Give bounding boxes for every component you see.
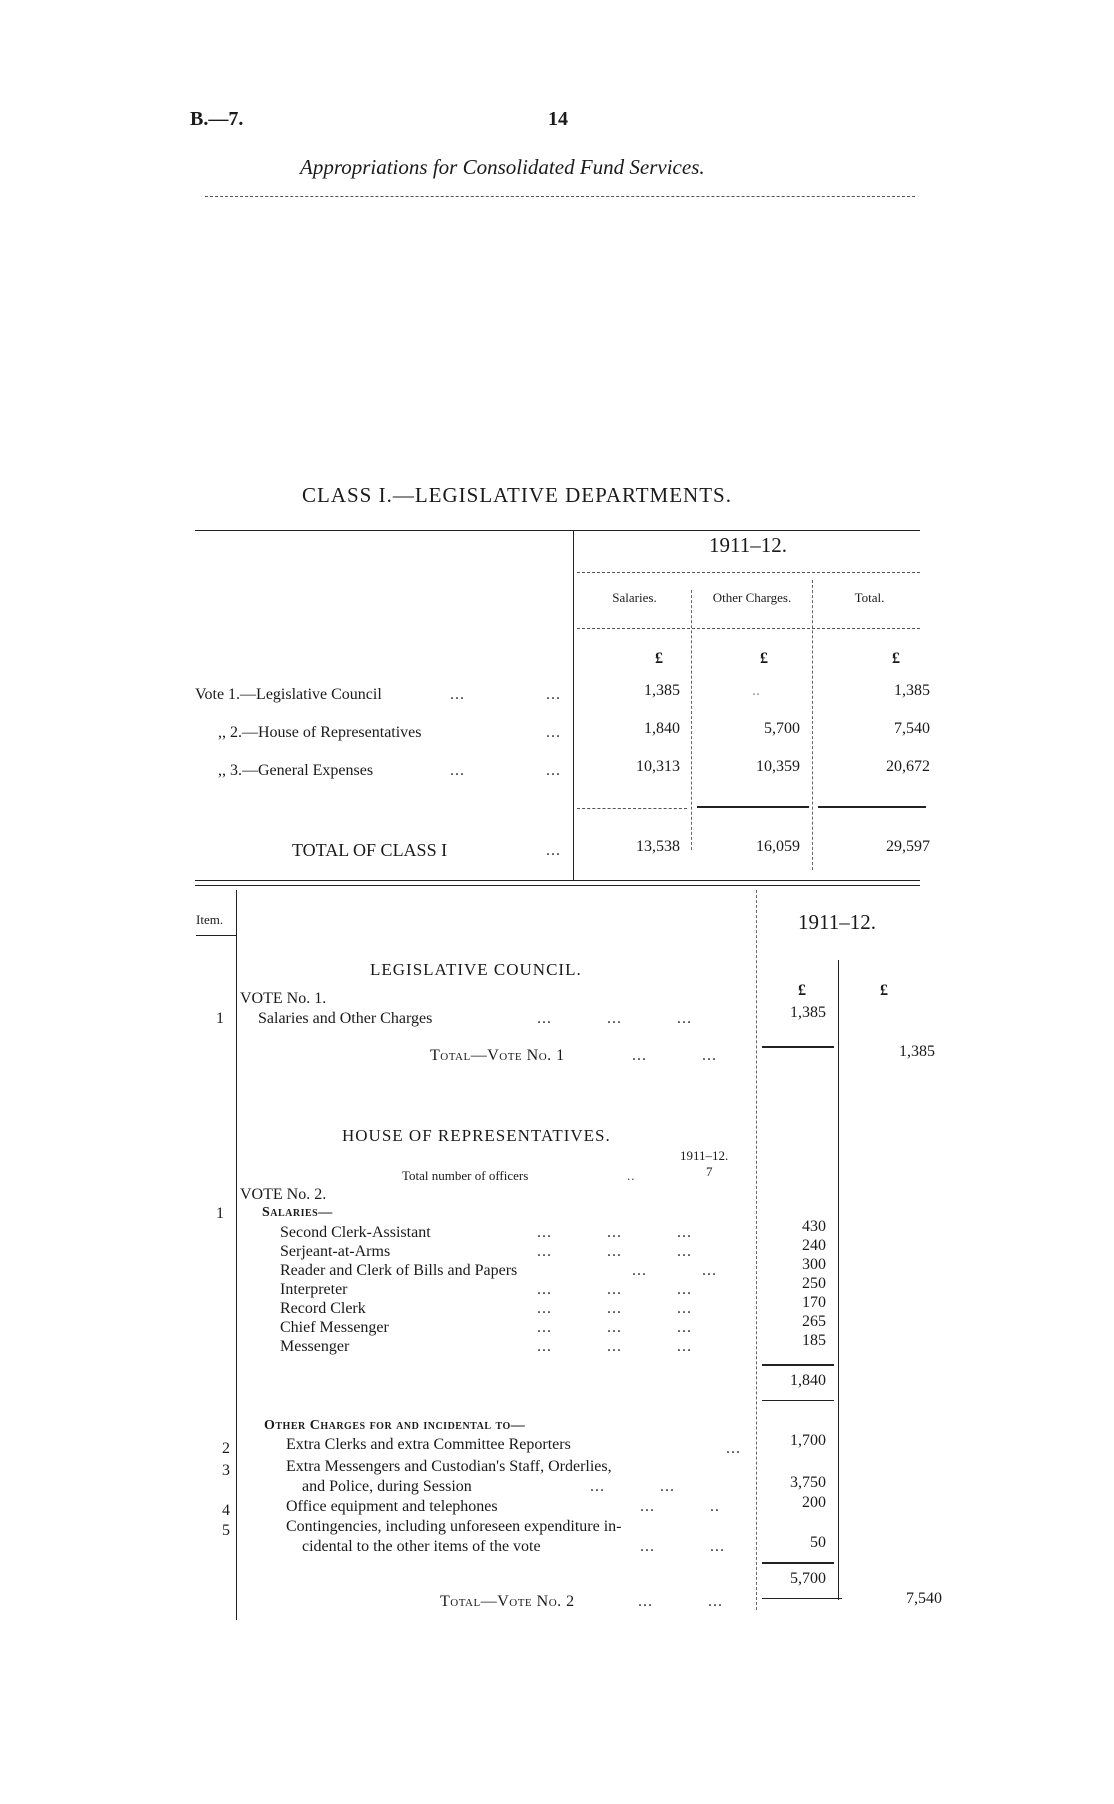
total-dots: ... ... xyxy=(632,1047,717,1064)
summary-subtotal-rule-1 xyxy=(577,808,687,809)
other-subtotal: 5,700 xyxy=(790,1570,826,1587)
item-amount: 1,385 xyxy=(790,1004,826,1021)
charge-item-number: 3 xyxy=(222,1462,230,1479)
currency-total: £ xyxy=(892,650,900,667)
total-label: Total—Vote No. 2 xyxy=(440,1593,575,1610)
total-dots: ... xyxy=(546,842,561,859)
salary-dots: ... ... ... xyxy=(537,1281,692,1298)
amount-column-right-divider xyxy=(838,960,839,1600)
total-salaries: 13,538 xyxy=(636,838,680,855)
amount-column-left-divider xyxy=(756,890,757,1610)
officers-year: 1911–12. xyxy=(680,1148,729,1163)
salary-amount: 240 xyxy=(802,1237,826,1254)
charge-line: Office equipment and telephones xyxy=(286,1498,498,1515)
charge-item-number: 4 xyxy=(222,1502,230,1519)
row-other: .. xyxy=(752,682,760,699)
row-label: Vote 1.—Legislative Council xyxy=(195,686,382,703)
summary-subtotal-rule-3 xyxy=(818,806,926,808)
other-subtotal-bottom-rule xyxy=(762,1598,842,1599)
charge-dots: ... xyxy=(726,1440,741,1457)
row-salaries: 10,313 xyxy=(636,758,680,775)
item-header-rule xyxy=(196,935,236,936)
row-label: ,, 2.—House of Representatives xyxy=(218,724,422,741)
salary-amount: 185 xyxy=(802,1332,826,1349)
vote-1-label: VOTE No. 1. xyxy=(240,990,327,1007)
salary-label: Messenger xyxy=(280,1338,350,1355)
summary-title: CLASS I.—LEGISLATIVE DEPARTMENTS. xyxy=(302,483,732,507)
row-other: 5,700 xyxy=(764,720,800,737)
salaries-subtotal-bottom-rule xyxy=(762,1400,834,1401)
charge-dots: ... ... xyxy=(590,1478,675,1495)
salary-label: Second Clerk-Assistant xyxy=(280,1224,431,1241)
row-dots: ... xyxy=(546,762,561,779)
row-total: 1,385 xyxy=(894,682,930,699)
summary-col-sep-2 xyxy=(812,580,813,870)
row-dots: ... xyxy=(546,686,561,703)
page-subtitle: Appropriations for Consolidated Fund Services. xyxy=(300,155,705,179)
charge-dots: ... .. xyxy=(640,1498,720,1515)
other-charges-heading: Other Charges for and incidental to— xyxy=(264,1418,526,1433)
detail-year: 1911–12. xyxy=(798,910,876,934)
row-dots: ... xyxy=(450,762,465,779)
detail-currency-2: £ xyxy=(880,982,888,999)
other-subtotal-rule xyxy=(762,1562,834,1564)
officers-dots: .. xyxy=(627,1168,636,1183)
item-number: 1 xyxy=(216,1010,224,1027)
summary-subtotal-rule-2 xyxy=(697,806,809,808)
salary-amount: 170 xyxy=(802,1294,826,1311)
salary-dots: ... ... ... xyxy=(537,1300,692,1317)
officers-label: Total number of officers xyxy=(402,1168,529,1183)
charge-amount: 50 xyxy=(810,1534,826,1551)
total-total: 29,597 xyxy=(886,838,930,855)
summary-top-rule xyxy=(195,530,920,531)
summary-bottom-rule xyxy=(195,880,920,881)
total-dots: ... ... xyxy=(638,1593,723,1610)
officers-count: 7 xyxy=(706,1164,713,1179)
summary-year-rule xyxy=(577,572,920,573)
total-amount: 7,540 xyxy=(906,1590,942,1607)
salary-amount: 265 xyxy=(802,1313,826,1330)
summary-divider xyxy=(573,530,574,880)
vote-2-label: VOTE No. 2. xyxy=(240,1186,327,1203)
charge-item-number: 2 xyxy=(222,1440,230,1457)
row-total: 20,672 xyxy=(886,758,930,775)
item-dots: ... ... ... xyxy=(537,1010,692,1027)
column-header-total: Total. xyxy=(854,590,885,605)
summary-col-sep-1 xyxy=(691,590,692,850)
salary-label: Record Clerk xyxy=(280,1300,366,1317)
salary-amount: 250 xyxy=(802,1275,826,1292)
charge-item-number: 5 xyxy=(222,1522,230,1539)
salary-label: Reader and Clerk of Bills and Papers xyxy=(280,1262,518,1279)
charge-line: Contingencies, including unforeseen expenditure in- xyxy=(286,1518,622,1535)
salaries-heading: Salaries— xyxy=(262,1205,333,1220)
charge-line: Extra Messengers and Custodian's Staff, Orderlies, xyxy=(286,1458,612,1475)
row-dots: ... xyxy=(546,724,561,741)
salary-dots: ... ... ... xyxy=(537,1224,692,1241)
page-number: 14 xyxy=(548,108,568,130)
header-rule xyxy=(205,196,915,197)
row-total: 7,540 xyxy=(894,720,930,737)
total-label: TOTAL OF CLASS I xyxy=(292,840,448,860)
charge-dots: ... ... xyxy=(640,1538,725,1555)
total-label: Total—Vote No. 1 xyxy=(430,1047,565,1064)
salary-dots: ... ... ... xyxy=(537,1243,692,1260)
legislative-council-heading: LEGISLATIVE COUNCIL. xyxy=(370,960,582,979)
salary-label: Interpreter xyxy=(280,1281,348,1298)
salary-amount: 430 xyxy=(802,1218,826,1235)
document-reference: B.—7. xyxy=(190,108,244,130)
charge-line: Extra Clerks and extra Committee Reporters xyxy=(286,1436,571,1453)
column-header-salaries: Salaries. xyxy=(612,590,657,605)
row-other: 10,359 xyxy=(756,758,800,775)
salaries-subtotal: 1,840 xyxy=(790,1372,826,1389)
row-dots: ... xyxy=(450,686,465,703)
charge-amount: 3,750 xyxy=(790,1474,826,1491)
detail-currency-1: £ xyxy=(798,982,806,999)
currency-salaries: £ xyxy=(655,650,663,667)
salary-dots: ... ... ... xyxy=(537,1338,692,1355)
salary-dots: ... ... ... xyxy=(537,1319,692,1336)
total-other: 16,059 xyxy=(756,838,800,855)
house-heading: HOUSE OF REPRESENTATIVES. xyxy=(342,1126,611,1145)
currency-other: £ xyxy=(760,650,768,667)
item-label: Salaries and Other Charges xyxy=(258,1010,433,1027)
item-column-header: Item. xyxy=(196,912,224,927)
charge-amount: 200 xyxy=(802,1494,826,1511)
vote-1-total-rule xyxy=(762,1046,834,1048)
row-salaries: 1,840 xyxy=(644,720,680,737)
salaries-subtotal-rule xyxy=(762,1364,834,1366)
summary-header-rule xyxy=(577,628,920,629)
charge-line: and Police, during Session xyxy=(302,1478,472,1495)
total-amount: 1,385 xyxy=(899,1043,935,1060)
row-salaries: 1,385 xyxy=(644,682,680,699)
row-label: ,, 3.—General Expenses xyxy=(218,762,374,779)
salaries-item-number: 1 xyxy=(216,1205,224,1222)
salary-dots: ... ... xyxy=(632,1262,717,1279)
salary-amount: 300 xyxy=(802,1256,826,1273)
item-column-divider xyxy=(236,890,237,1620)
summary-bottom-rule-2 xyxy=(195,885,920,886)
charge-line: cidental to the other items of the vote xyxy=(302,1538,541,1555)
salary-label: Serjeant-at-Arms xyxy=(280,1243,391,1260)
column-header-other-charges: Other Charges. xyxy=(712,590,792,605)
summary-year: 1911–12. xyxy=(709,533,787,557)
charge-amount: 1,700 xyxy=(790,1432,826,1449)
salary-label: Chief Messenger xyxy=(280,1319,389,1336)
